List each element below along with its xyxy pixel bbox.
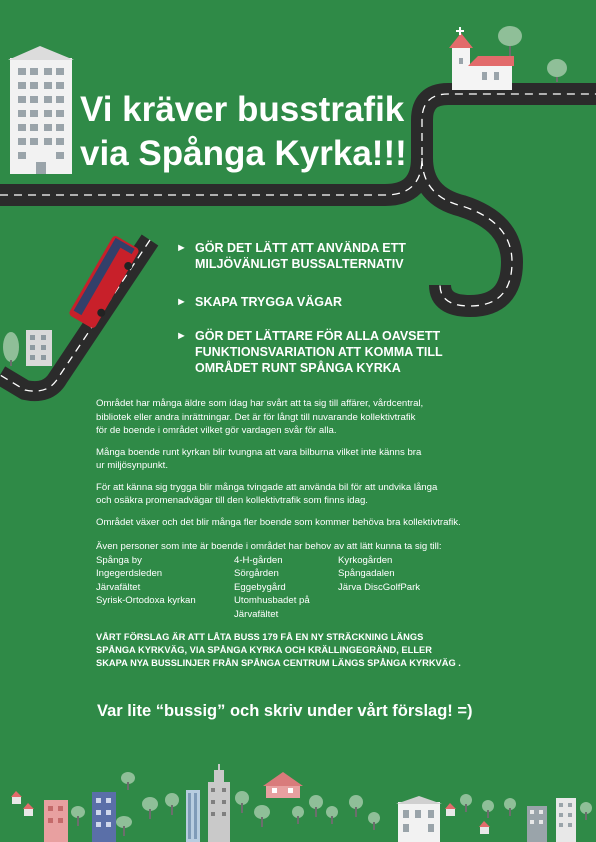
paragraph-line: Området har många äldre som idag har svårt att ta sig till affärer, vårdcentral, — [96, 398, 424, 409]
demand-item — [176, 240, 476, 272]
apartment-building-icon — [8, 46, 74, 174]
tree-icon — [3, 332, 19, 366]
demand-item — [176, 328, 476, 376]
destination-item: Utomhusbadet på Järvafältet — [234, 595, 310, 620]
title-line-1: Vi kräver busstrafik — [80, 90, 405, 129]
tree-icon — [547, 59, 567, 82]
destinations-lead: Även personer som inte är boende i området har behov av att lätt kunna ta sig till: — [96, 541, 442, 552]
paragraph — [96, 481, 516, 508]
proposal-line: VÅRT FÖRSLAG ÄR ATT LÅTA BUSS 179 FÅ EN NY STRÄCKNING LÄNGS — [96, 632, 424, 642]
destination-item: Sörgården — [234, 568, 279, 579]
destination-item: Kyrkogården — [338, 554, 393, 566]
tree-icon — [498, 26, 522, 56]
title-line-2: via Spånga Kyrka!!! — [80, 134, 407, 173]
demand-text-line: GÖR DET LÄTT ATT ANVÄNDA ETT — [195, 241, 406, 255]
demand-text-line: MILJÖVÄNLIGT BUSSALTERNATIV — [195, 257, 404, 271]
destination-item: Syrisk-Ortodoxa kyrkan — [96, 595, 196, 606]
proposal-line: SPÅNGA KYRKVÄG, VIA SPÅNGA KYRKA OCH KRÄLLINGEGRÄND, ELLER — [96, 645, 432, 655]
destination-item: Järvafältet — [96, 581, 141, 593]
demand-text-line: SKAPA TRYGGA VÄGAR — [195, 295, 342, 309]
arrow-right-icon: ► — [176, 242, 187, 254]
paragraph — [96, 446, 516, 473]
paragraph-line: för de boende i området vilket gör vardagen svår för alla. — [96, 425, 337, 436]
call-to-action: Var lite “bussig” och skriv under vårt förslag! =) — [97, 702, 473, 720]
paragraph — [96, 516, 516, 530]
paragraph-line: Området växer och det blir många fler boende som kommer behöva bra kollektivtrafik. — [96, 516, 461, 528]
skyline — [11, 764, 592, 842]
destination-item: Järva DiscGolfPark — [338, 581, 421, 593]
destination-item: 4-H-gården — [234, 554, 283, 566]
body-text — [96, 397, 516, 537]
paragraph-line: Många boende runt kyrkan blir tvungna att vara bilburna vilket inte känns bra — [96, 446, 422, 458]
arrow-right-icon: ► — [176, 296, 187, 308]
proposal-text — [96, 631, 506, 670]
destination-item: Eggebygård — [234, 581, 286, 593]
destination-item: Spånga by — [96, 554, 142, 566]
demand-list — [176, 240, 476, 398]
destination-item: Spångadalen — [338, 568, 395, 579]
paragraph — [96, 397, 516, 438]
building-icon — [26, 330, 52, 366]
demand-text-line: OMRÅDET RUNT SPÅNGA KYRKA — [195, 361, 401, 375]
paragraph-line: ur miljösynpunkt. — [96, 460, 168, 471]
paragraph-line: och osäkra promenadvägar till den kollektivtrafik som finns idag. — [96, 495, 368, 506]
destinations — [96, 540, 516, 621]
destinations-grid — [96, 554, 516, 622]
page-title — [80, 88, 407, 176]
paragraph-line: För att känna sig trygga blir många tvingade att använda bil för att undvika långa — [96, 481, 438, 493]
destination-item: Ingegerdsleden — [96, 568, 163, 579]
arrow-right-icon: ► — [176, 330, 187, 342]
demand-item — [176, 294, 476, 310]
paragraph-line: bibliotek eller andra inrättningar. Det är för långt till nuvarande kollektivtrafik — [96, 411, 416, 423]
demand-text-line: GÖR DET LÄTTARE FÖR ALLA OAVSETT — [195, 329, 441, 343]
proposal-line: SKAPA NYA BUSSLINJER FRÅN SPÅNGA CENTRUM LÄNGS SPÅNGA KYRKVÄG . — [96, 658, 461, 668]
destination-item — [338, 594, 498, 621]
demand-text-line: FUNKTIONSVARIATION ATT KOMMA TILL — [195, 345, 443, 359]
